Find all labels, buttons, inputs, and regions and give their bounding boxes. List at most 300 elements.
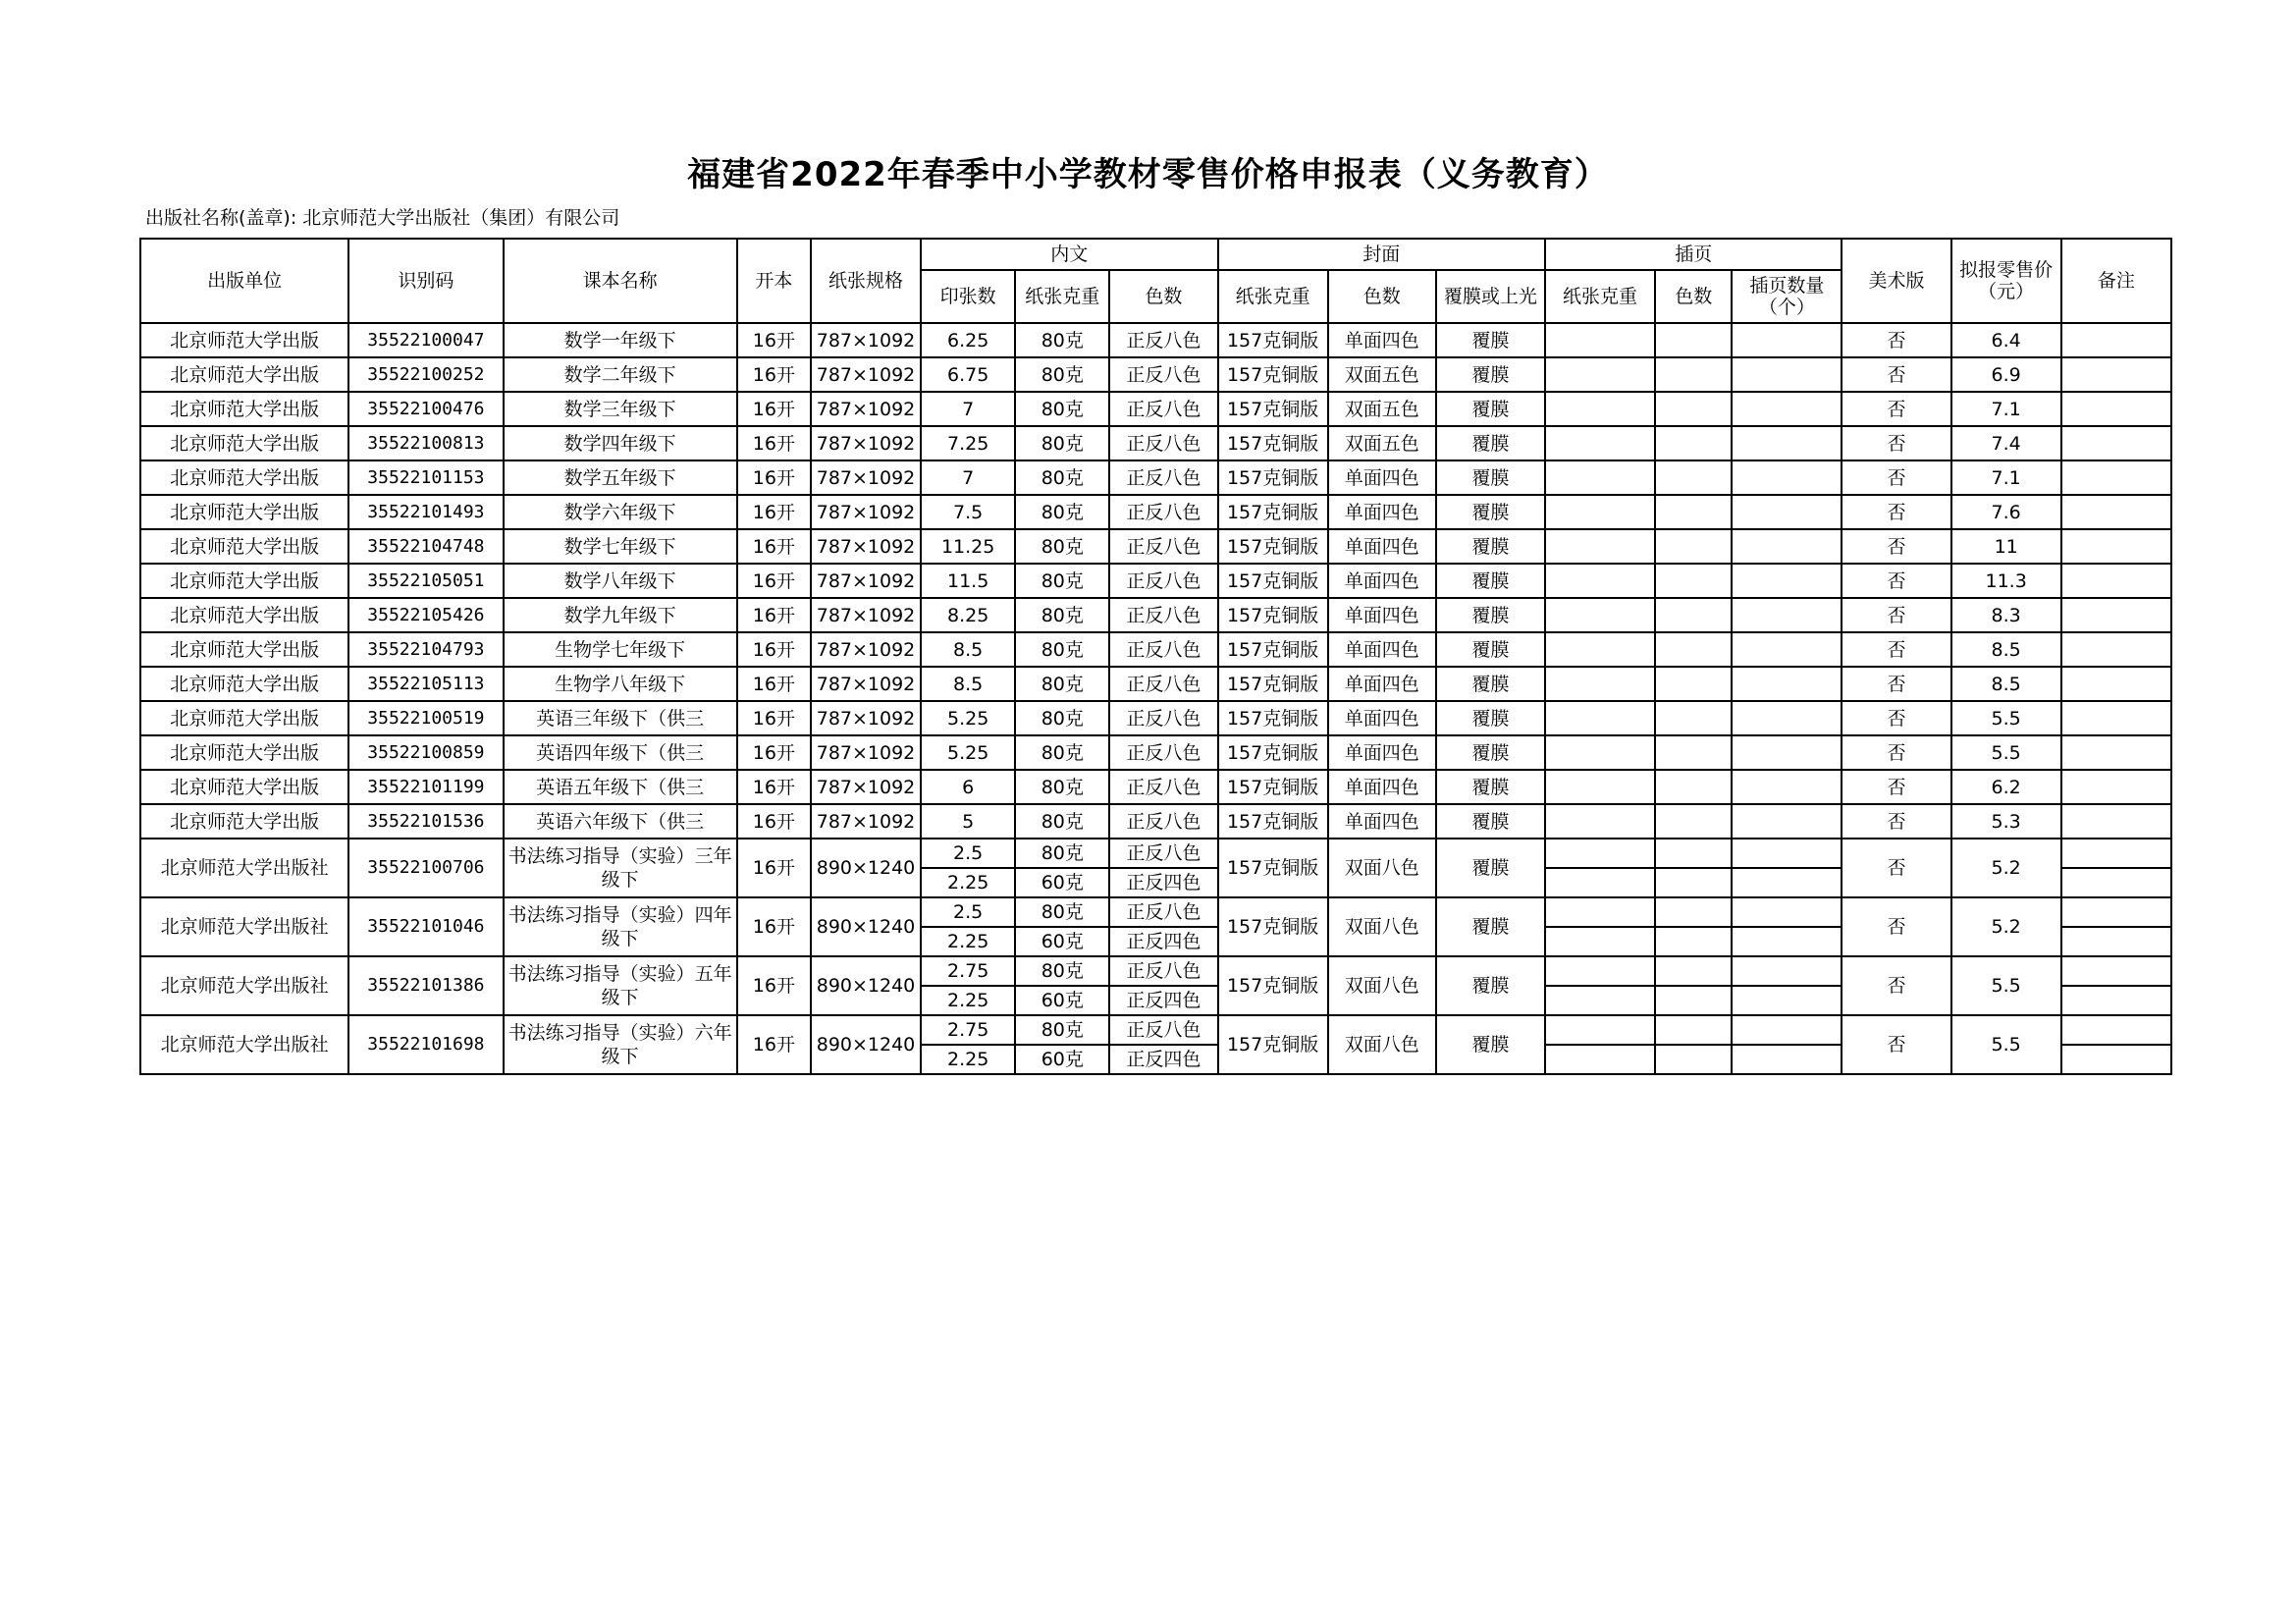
cell-note — [2061, 897, 2171, 927]
cell-price: 11.3 — [1951, 564, 2061, 598]
cell-code: 35522104793 — [348, 632, 503, 667]
header-inner-weight: 纸张克重 — [1015, 270, 1109, 323]
cell-name: 生物学八年级下 — [504, 667, 737, 701]
cell-colors: 正反八色 — [1109, 701, 1217, 735]
cell-sheets: 7.25 — [921, 426, 1015, 460]
cell-colors: 正反八色 — [1109, 323, 1217, 357]
table-row — [140, 495, 2171, 529]
cell-format: 16开 — [737, 770, 811, 804]
cell-code: 35522100859 — [348, 735, 503, 770]
cell-weight: 80克 — [1015, 460, 1109, 495]
header-cover-film: 覆膜或上光 — [1436, 270, 1545, 323]
cell-sheets: 2.25 — [921, 1045, 1015, 1074]
cell-spec: 787×1092 — [811, 426, 921, 460]
cell-art: 否 — [1842, 956, 1950, 1015]
cell-spec: 890×1240 — [811, 897, 921, 956]
cell-weight: 60克 — [1015, 1045, 1109, 1074]
cell-cover-colors: 双面八色 — [1328, 839, 1436, 897]
table-row — [140, 956, 2171, 986]
cell-insert-count — [1732, 564, 1842, 598]
cell-insert-weight — [1545, 735, 1655, 770]
header-note: 备注 — [2061, 239, 2171, 323]
cell-sheets: 7 — [921, 460, 1015, 495]
cell-art: 否 — [1842, 598, 1950, 632]
cell-insert-colors — [1655, 495, 1732, 529]
cell-format: 16开 — [737, 460, 811, 495]
cell-cover-colors: 单面四色 — [1328, 564, 1436, 598]
cell-colors: 正反四色 — [1109, 868, 1217, 897]
cell-insert-weight — [1545, 529, 1655, 564]
cell-cover-colors: 单面四色 — [1328, 804, 1436, 839]
cell-weight: 80克 — [1015, 495, 1109, 529]
cell-insert-weight — [1545, 426, 1655, 460]
cell-unit: 北京师范大学出版 — [140, 460, 348, 495]
cell-name: 生物学七年级下 — [504, 632, 737, 667]
cell-weight: 80克 — [1015, 1015, 1109, 1045]
cell-unit: 北京师范大学出版 — [140, 495, 348, 529]
cell-sheets: 7.5 — [921, 495, 1015, 529]
page-title: 福建省2022年春季中小学教材零售价格申报表（义务教育） — [687, 155, 1609, 194]
cell-format: 16开 — [737, 1015, 811, 1074]
table-row — [140, 392, 2171, 426]
cell-unit: 北京师范大学出版社 — [140, 839, 348, 897]
cell-cover-weight: 157克铜版 — [1218, 357, 1328, 392]
cell-colors: 正反八色 — [1109, 1015, 1217, 1045]
table-row — [140, 426, 2171, 460]
cell-art: 否 — [1842, 529, 1950, 564]
cell-name: 数学一年级下 — [504, 323, 737, 357]
header-price: 拟报零售价（元） — [1951, 239, 2061, 323]
cell-code: 35522101493 — [348, 495, 503, 529]
cell-sheets: 8.25 — [921, 598, 1015, 632]
table-row — [140, 667, 2171, 701]
cell-price: 7.4 — [1951, 426, 2061, 460]
cell-cover-weight: 157克铜版 — [1218, 804, 1328, 839]
header-cover-colors: 色数 — [1328, 270, 1436, 323]
cell-insert-count — [1732, 1015, 1842, 1045]
cell-spec: 787×1092 — [811, 804, 921, 839]
table-row — [140, 598, 2171, 632]
cell-unit: 北京师范大学出版 — [140, 426, 348, 460]
cell-spec: 890×1240 — [811, 956, 921, 1015]
cell-note — [2061, 868, 2171, 897]
cell-price: 6.2 — [1951, 770, 2061, 804]
header-format: 开本 — [737, 239, 811, 323]
cell-price: 5.2 — [1951, 839, 2061, 897]
cell-film: 覆膜 — [1436, 632, 1545, 667]
cell-name: 书法练习指导（实验）三年级下 — [504, 839, 737, 897]
cell-cover-weight: 157克铜版 — [1218, 392, 1328, 426]
cell-spec: 787×1092 — [811, 460, 921, 495]
cell-art: 否 — [1842, 701, 1950, 735]
cell-art: 否 — [1842, 495, 1950, 529]
cell-insert-count — [1732, 956, 1842, 986]
cell-insert-weight — [1545, 564, 1655, 598]
cell-sheets: 8.5 — [921, 632, 1015, 667]
cell-colors: 正反四色 — [1109, 927, 1217, 956]
cell-insert-weight — [1545, 927, 1655, 956]
cell-art: 否 — [1842, 839, 1950, 897]
cell-art: 否 — [1842, 1015, 1950, 1074]
cell-cover-weight: 157克铜版 — [1218, 770, 1328, 804]
cell-insert-count — [1732, 735, 1842, 770]
cell-name: 数学二年级下 — [504, 357, 737, 392]
cell-insert-count — [1732, 632, 1842, 667]
cell-colors: 正反八色 — [1109, 839, 1217, 868]
cell-note — [2061, 701, 2171, 735]
cell-film: 覆膜 — [1436, 1015, 1545, 1074]
cell-code: 35522101386 — [348, 956, 503, 1015]
cell-sheets: 2.25 — [921, 927, 1015, 956]
cell-weight: 80克 — [1015, 701, 1109, 735]
cell-film: 覆膜 — [1436, 529, 1545, 564]
cell-unit: 北京师范大学出版 — [140, 564, 348, 598]
cell-insert-colors — [1655, 426, 1732, 460]
cell-colors: 正反八色 — [1109, 632, 1217, 667]
cell-cover-colors: 单面四色 — [1328, 323, 1436, 357]
cell-cover-colors: 双面八色 — [1328, 897, 1436, 956]
cell-insert-count — [1732, 323, 1842, 357]
header-inner-sheets: 印张数 — [921, 270, 1015, 323]
table-row — [140, 770, 2171, 804]
cell-weight: 80克 — [1015, 564, 1109, 598]
cell-insert-count — [1732, 804, 1842, 839]
cell-art: 否 — [1842, 564, 1950, 598]
cell-cover-weight: 157克铜版 — [1218, 426, 1328, 460]
table-row — [140, 804, 2171, 839]
cell-art: 否 — [1842, 392, 1950, 426]
cell-sheets: 8.5 — [921, 667, 1015, 701]
cell-insert-weight — [1545, 770, 1655, 804]
cell-name: 书法练习指导（实验）六年级下 — [504, 1015, 737, 1074]
cell-insert-colors — [1655, 529, 1732, 564]
cell-unit: 北京师范大学出版 — [140, 323, 348, 357]
cell-insert-count — [1732, 868, 1842, 897]
cell-sheets: 2.25 — [921, 868, 1015, 897]
cell-unit: 北京师范大学出版 — [140, 357, 348, 392]
cell-sheets: 2.5 — [921, 839, 1015, 868]
cell-insert-colors — [1655, 804, 1732, 839]
cell-note — [2061, 839, 2171, 868]
cell-unit: 北京师范大学出版 — [140, 770, 348, 804]
cell-colors: 正反八色 — [1109, 495, 1217, 529]
cell-name: 书法练习指导（实验）五年级下 — [504, 956, 737, 1015]
cell-note — [2061, 323, 2171, 357]
cell-note — [2061, 529, 2171, 564]
cell-price: 7.1 — [1951, 392, 2061, 426]
cell-name: 数学九年级下 — [504, 598, 737, 632]
cell-sheets: 5.25 — [921, 701, 1015, 735]
cell-colors: 正反八色 — [1109, 735, 1217, 770]
cell-code: 35522105051 — [348, 564, 503, 598]
header-paper-spec: 纸张规格 — [811, 239, 921, 323]
cell-film: 覆膜 — [1436, 495, 1545, 529]
cell-price: 5.5 — [1951, 735, 2061, 770]
cell-code: 35522101698 — [348, 1015, 503, 1074]
cell-insert-colors — [1655, 564, 1732, 598]
cell-colors: 正反八色 — [1109, 598, 1217, 632]
cell-insert-weight — [1545, 868, 1655, 897]
cell-weight: 80克 — [1015, 598, 1109, 632]
cell-insert-count — [1732, 1045, 1842, 1074]
cell-weight: 80克 — [1015, 357, 1109, 392]
cell-insert-colors — [1655, 770, 1732, 804]
cell-insert-weight — [1545, 701, 1655, 735]
cell-cover-colors: 单面四色 — [1328, 529, 1436, 564]
cell-format: 16开 — [737, 564, 811, 598]
cell-note — [2061, 357, 2171, 392]
cell-format: 16开 — [737, 495, 811, 529]
cell-colors: 正反八色 — [1109, 392, 1217, 426]
cell-cover-weight: 157克铜版 — [1218, 460, 1328, 495]
cell-art: 否 — [1842, 667, 1950, 701]
cell-colors: 正反八色 — [1109, 770, 1217, 804]
cell-colors: 正反八色 — [1109, 529, 1217, 564]
cell-cover-colors: 单面四色 — [1328, 667, 1436, 701]
cell-film: 覆膜 — [1436, 357, 1545, 392]
cell-spec: 787×1092 — [811, 529, 921, 564]
cell-insert-weight — [1545, 632, 1655, 667]
cell-insert-colors — [1655, 701, 1732, 735]
cell-film: 覆膜 — [1436, 392, 1545, 426]
cell-cover-weight: 157克铜版 — [1218, 1015, 1328, 1074]
cell-sheets: 2.75 — [921, 1015, 1015, 1045]
cell-name: 数学七年级下 — [504, 529, 737, 564]
cell-insert-weight — [1545, 598, 1655, 632]
cell-sheets: 5 — [921, 804, 1015, 839]
cell-insert-colors — [1655, 632, 1732, 667]
cell-art: 否 — [1842, 426, 1950, 460]
cell-spec: 787×1092 — [811, 564, 921, 598]
cell-cover-colors: 单面四色 — [1328, 735, 1436, 770]
cell-insert-count — [1732, 598, 1842, 632]
header-art: 美术版 — [1842, 239, 1950, 323]
cell-unit: 北京师范大学出版 — [140, 598, 348, 632]
header-cover-weight: 纸张克重 — [1218, 270, 1328, 323]
cell-weight: 80克 — [1015, 667, 1109, 701]
cell-spec: 787×1092 — [811, 598, 921, 632]
cell-code: 35522100706 — [348, 839, 503, 897]
cell-cover-colors: 双面八色 — [1328, 956, 1436, 1015]
cell-unit: 北京师范大学出版 — [140, 529, 348, 564]
cell-unit: 北京师范大学出版社 — [140, 956, 348, 1015]
cell-name: 英语五年级下（供三 — [504, 770, 737, 804]
cell-insert-weight — [1545, 460, 1655, 495]
cell-insert-count — [1732, 357, 1842, 392]
cell-cover-colors: 双面五色 — [1328, 392, 1436, 426]
cell-art: 否 — [1842, 460, 1950, 495]
cell-cover-weight: 157克铜版 — [1218, 735, 1328, 770]
cell-film: 覆膜 — [1436, 323, 1545, 357]
cell-name: 数学五年级下 — [504, 460, 737, 495]
cell-note — [2061, 1045, 2171, 1074]
cell-insert-count — [1732, 495, 1842, 529]
cell-cover-colors: 单面四色 — [1328, 770, 1436, 804]
cell-format: 16开 — [737, 804, 811, 839]
cell-name: 数学六年级下 — [504, 495, 737, 529]
cell-insert-count — [1732, 986, 1842, 1015]
cell-insert-weight — [1545, 804, 1655, 839]
cell-format: 16开 — [737, 357, 811, 392]
cell-insert-colors — [1655, 868, 1732, 897]
table-row — [140, 897, 2171, 927]
cell-colors: 正反八色 — [1109, 357, 1217, 392]
cell-code: 35522100519 — [348, 701, 503, 735]
cell-insert-weight — [1545, 1015, 1655, 1045]
cell-price: 8.5 — [1951, 632, 2061, 667]
cell-spec: 787×1092 — [811, 701, 921, 735]
cell-cover-colors: 单面四色 — [1328, 495, 1436, 529]
cell-unit: 北京师范大学出版 — [140, 667, 348, 701]
cell-film: 覆膜 — [1436, 426, 1545, 460]
cell-sheets: 6 — [921, 770, 1015, 804]
cell-colors: 正反八色 — [1109, 667, 1217, 701]
cell-cover-weight: 157克铜版 — [1218, 956, 1328, 1015]
cell-film: 覆膜 — [1436, 839, 1545, 897]
cell-price: 6.9 — [1951, 357, 2061, 392]
cell-note — [2061, 598, 2171, 632]
cell-spec: 787×1092 — [811, 632, 921, 667]
cell-insert-colors — [1655, 392, 1732, 426]
cell-insert-colors — [1655, 667, 1732, 701]
cell-insert-colors — [1655, 598, 1732, 632]
cell-film: 覆膜 — [1436, 897, 1545, 956]
cell-insert-colors — [1655, 1015, 1732, 1045]
header-inner: 内文 — [921, 239, 1217, 270]
cell-film: 覆膜 — [1436, 598, 1545, 632]
table-row — [140, 564, 2171, 598]
cell-insert-weight — [1545, 897, 1655, 927]
cell-cover-weight: 157克铜版 — [1218, 529, 1328, 564]
header-insert: 插页 — [1545, 239, 1842, 270]
cell-sheets: 2.5 — [921, 897, 1015, 927]
cell-weight: 60克 — [1015, 986, 1109, 1015]
cell-code: 35522100476 — [348, 392, 503, 426]
cell-code: 35522101046 — [348, 897, 503, 956]
cell-insert-weight — [1545, 956, 1655, 986]
cell-format: 16开 — [737, 956, 811, 1015]
cell-format: 16开 — [737, 735, 811, 770]
cell-insert-count — [1732, 927, 1842, 956]
cell-film: 覆膜 — [1436, 460, 1545, 495]
cell-format: 16开 — [737, 529, 811, 564]
cell-weight: 80克 — [1015, 956, 1109, 986]
header-insert-weight: 纸张克重 — [1545, 270, 1655, 323]
cell-cover-colors: 单面四色 — [1328, 598, 1436, 632]
cell-insert-count — [1732, 460, 1842, 495]
cell-spec: 787×1092 — [811, 770, 921, 804]
cell-insert-weight — [1545, 357, 1655, 392]
header-inner-colors: 色数 — [1109, 270, 1217, 323]
table-row — [140, 632, 2171, 667]
cell-insert-colors — [1655, 460, 1732, 495]
cell-film: 覆膜 — [1436, 564, 1545, 598]
cell-price: 6.4 — [1951, 323, 2061, 357]
cell-name: 书法练习指导（实验）四年级下 — [504, 897, 737, 956]
cell-spec: 890×1240 — [811, 1015, 921, 1074]
cell-insert-weight — [1545, 1045, 1655, 1074]
cell-sheets: 6.75 — [921, 357, 1015, 392]
table-row — [140, 701, 2171, 735]
cell-insert-colors — [1655, 986, 1732, 1015]
cell-spec: 787×1092 — [811, 735, 921, 770]
header-name: 课本名称 — [504, 239, 737, 323]
cell-cover-weight: 157克铜版 — [1218, 897, 1328, 956]
cell-note — [2061, 770, 2171, 804]
cell-note — [2061, 927, 2171, 956]
cell-price: 5.5 — [1951, 1015, 2061, 1074]
header-code: 识别码 — [348, 239, 503, 323]
cell-cover-weight: 157克铜版 — [1218, 632, 1328, 667]
cell-insert-colors — [1655, 839, 1732, 868]
cell-sheets: 7 — [921, 392, 1015, 426]
table-row — [140, 839, 2171, 868]
cell-insert-count — [1732, 667, 1842, 701]
cell-spec: 787×1092 — [811, 357, 921, 392]
cell-code: 35522105113 — [348, 667, 503, 701]
cell-film: 覆膜 — [1436, 701, 1545, 735]
table-row — [140, 357, 2171, 392]
cell-sheets: 2.75 — [921, 956, 1015, 986]
cell-film: 覆膜 — [1436, 770, 1545, 804]
header-insert-colors: 色数 — [1655, 270, 1732, 323]
cell-colors: 正反八色 — [1109, 897, 1217, 927]
cell-insert-colors — [1655, 927, 1732, 956]
cell-price: 5.5 — [1951, 956, 2061, 1015]
cell-weight: 80克 — [1015, 770, 1109, 804]
cell-cover-colors: 单面四色 — [1328, 632, 1436, 667]
cell-insert-colors — [1655, 956, 1732, 986]
cell-note — [2061, 956, 2171, 986]
cell-weight: 80克 — [1015, 529, 1109, 564]
cell-art: 否 — [1842, 804, 1950, 839]
cell-note — [2061, 667, 2171, 701]
cell-price: 5.2 — [1951, 897, 2061, 956]
cell-name: 数学三年级下 — [504, 392, 737, 426]
cell-cover-weight: 157克铜版 — [1218, 667, 1328, 701]
cell-insert-weight — [1545, 392, 1655, 426]
cell-unit: 北京师范大学出版 — [140, 735, 348, 770]
cell-art: 否 — [1842, 897, 1950, 956]
cell-insert-count — [1732, 529, 1842, 564]
cell-film: 覆膜 — [1436, 956, 1545, 1015]
header-unit: 出版单位 — [140, 239, 348, 323]
cell-insert-count — [1732, 426, 1842, 460]
table-row — [140, 735, 2171, 770]
cell-weight: 80克 — [1015, 839, 1109, 868]
cell-cover-weight: 157克铜版 — [1218, 598, 1328, 632]
cell-price: 5.3 — [1951, 804, 2061, 839]
cell-name: 数学四年级下 — [504, 426, 737, 460]
cell-weight: 80克 — [1015, 632, 1109, 667]
table-row — [140, 323, 2171, 357]
cell-code: 35522100252 — [348, 357, 503, 392]
cell-price: 7.6 — [1951, 495, 2061, 529]
cell-cover-colors: 双面五色 — [1328, 426, 1436, 460]
cell-format: 16开 — [737, 598, 811, 632]
cell-insert-weight — [1545, 495, 1655, 529]
cell-spec: 787×1092 — [811, 392, 921, 426]
cell-unit: 北京师范大学出版 — [140, 392, 348, 426]
cell-sheets: 2.25 — [921, 986, 1015, 1015]
cell-note — [2061, 392, 2171, 426]
cell-insert-count — [1732, 897, 1842, 927]
cell-code: 35522101153 — [348, 460, 503, 495]
cell-note — [2061, 735, 2171, 770]
cell-sheets: 11.5 — [921, 564, 1015, 598]
cell-unit: 北京师范大学出版 — [140, 804, 348, 839]
cell-cover-weight: 157克铜版 — [1218, 701, 1328, 735]
